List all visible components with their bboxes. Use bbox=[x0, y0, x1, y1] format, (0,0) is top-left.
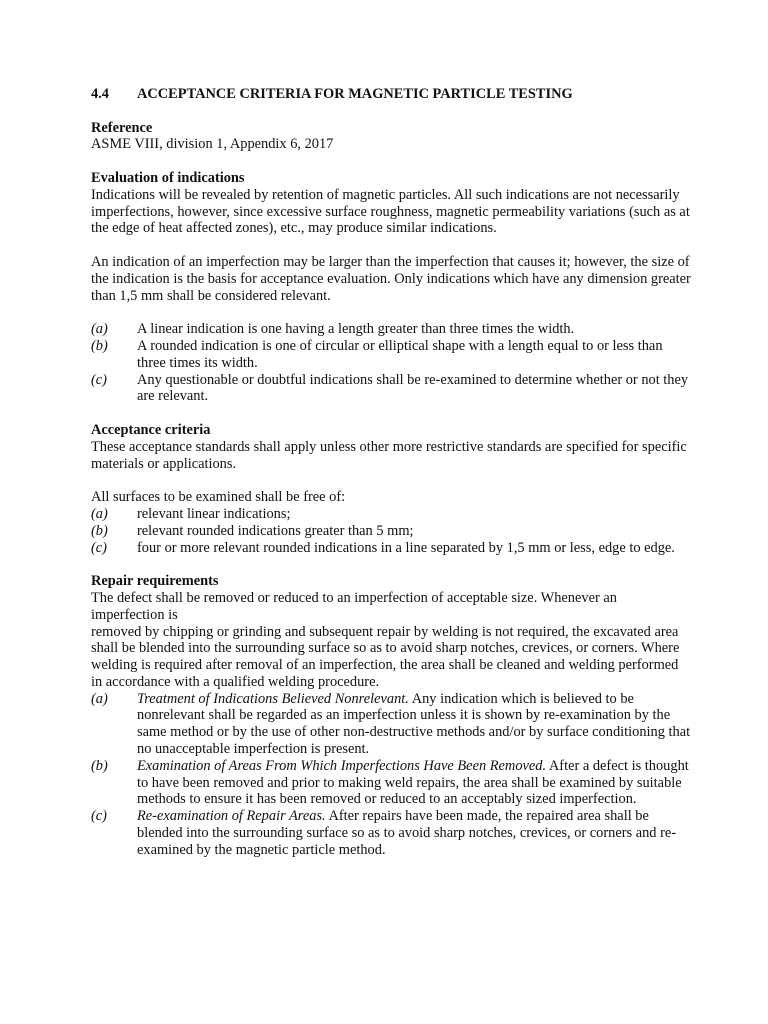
repair-title: Repair requirements bbox=[91, 573, 219, 590]
evaluation-paragraph-1: Indications will be revealed by retention of magnetic particles. All such indications are not necessarily imperfections, however, since excessive surface roughness, magnetic permeability variations (such as at the edge of heat affected zones), etc., may produce similar indications. bbox=[91, 186, 690, 237]
list-item-label: (c) bbox=[91, 371, 107, 388]
list-item-text: Any questionable or doubtful indications shall be re-examined to determine whether or not they are relevant. bbox=[137, 371, 689, 405]
list-item-text bbox=[137, 758, 691, 808]
list-item bbox=[91, 540, 691, 557]
list-item-text: relevant linear indications; bbox=[137, 505, 291, 522]
list-item-label: (a) bbox=[91, 690, 108, 707]
acceptance-title: Acceptance criteria bbox=[91, 421, 211, 438]
list-item-body: After a defect is thought to have been removed and prior to making weld repairs, the area shall be examined by suitable methods to ensure it has been removed or reduced to an acceptably sized imperfection. bbox=[137, 757, 689, 808]
list-item-label: (c) bbox=[91, 808, 107, 825]
list-item bbox=[91, 321, 691, 338]
list-item-text bbox=[137, 808, 691, 858]
list-item bbox=[91, 523, 691, 540]
list-item-body: Any indication which is believed to be nonrelevant shall be regarded as an imperfection unless it is shown by re-examination by the same method or by the use of other non-destructive methods and/or by surface conditioning that no unacceptable imperfection is present. bbox=[137, 690, 691, 758]
repair-paragraph-2: removed by chipping or grinding and subsequent repair by welding is not required, the excavated area shall be blended into the surrounding surface so as to avoid sharp notches, crevices, or corners. Where welding is required after removal of an imperfection, the area shall be cleaned and welding performed in accordance with a qualified welding procedure. bbox=[91, 623, 680, 690]
list-item-body: After repairs have been made, the repaired area shall be blended into the surrounding surface so as to avoid sharp notches, crevices, or corners and re-examined by the magnetic particle method. bbox=[137, 808, 677, 858]
list-item-label: (b) bbox=[91, 757, 108, 774]
section-title: ACCEPTANCE CRITERIA FOR MAGNETIC PARTICLE TESTING bbox=[137, 86, 573, 102]
evaluation-title: Evaluation of indications bbox=[91, 169, 245, 186]
list-item bbox=[91, 758, 691, 808]
section-number: 4.4 bbox=[91, 86, 109, 102]
reference-text: ASME VIII, division 1, Appendix 6, 2017 bbox=[91, 136, 334, 153]
list-item bbox=[91, 808, 691, 858]
section-heading bbox=[91, 86, 691, 103]
list-item-text: A linear indication is one having a length greater than three times the width. bbox=[137, 321, 575, 338]
reference-title: Reference bbox=[91, 119, 153, 136]
list-item-label: (c) bbox=[91, 539, 107, 556]
acceptance-paragraph-2: All surfaces to be examined shall be free of: bbox=[91, 489, 346, 506]
list-item-text: four or more relevant rounded indications in a line separated by 1,5 mm or less, edge to edge. bbox=[137, 539, 675, 556]
document-page bbox=[91, 86, 691, 859]
list-item-label: (a) bbox=[91, 505, 108, 522]
evaluation-paragraph-2: An indication of an imperfection may be larger than the imperfection that causes it; however, the size of the indication is the basis for acceptance evaluation. Only indications which have any dimension greater than 1,5 mm shall be considered relevant. bbox=[91, 253, 691, 304]
list-item-title: Examination of Areas From Which Imperfections Have Been Removed. bbox=[137, 757, 547, 774]
list-item-label: (b) bbox=[91, 522, 108, 539]
list-item-title: Re-examination of Repair Areas. bbox=[137, 808, 326, 825]
list-item bbox=[91, 506, 691, 523]
list-item-label: (a) bbox=[91, 321, 108, 338]
list-item bbox=[91, 691, 691, 758]
list-item-text: relevant rounded indications greater than 5 mm; bbox=[137, 522, 414, 539]
list-item-text: A rounded indication is one of circular or elliptical shape with a length equal to or less than three times its width. bbox=[137, 337, 663, 371]
list-item bbox=[91, 372, 691, 406]
acceptance-paragraph-1: These acceptance standards shall apply unless other more restrictive standards are specified for specific materials or applications. bbox=[91, 438, 687, 472]
list-item-label: (b) bbox=[91, 337, 108, 354]
repair-paragraph-1: The defect shall be removed or reduced to an imperfection of acceptable size. Whenever an imperfection is bbox=[91, 589, 617, 623]
list-item bbox=[91, 338, 691, 372]
list-item-text bbox=[137, 691, 691, 758]
list-item-title: Treatment of Indications Believed Nonrelevant. bbox=[137, 690, 409, 707]
